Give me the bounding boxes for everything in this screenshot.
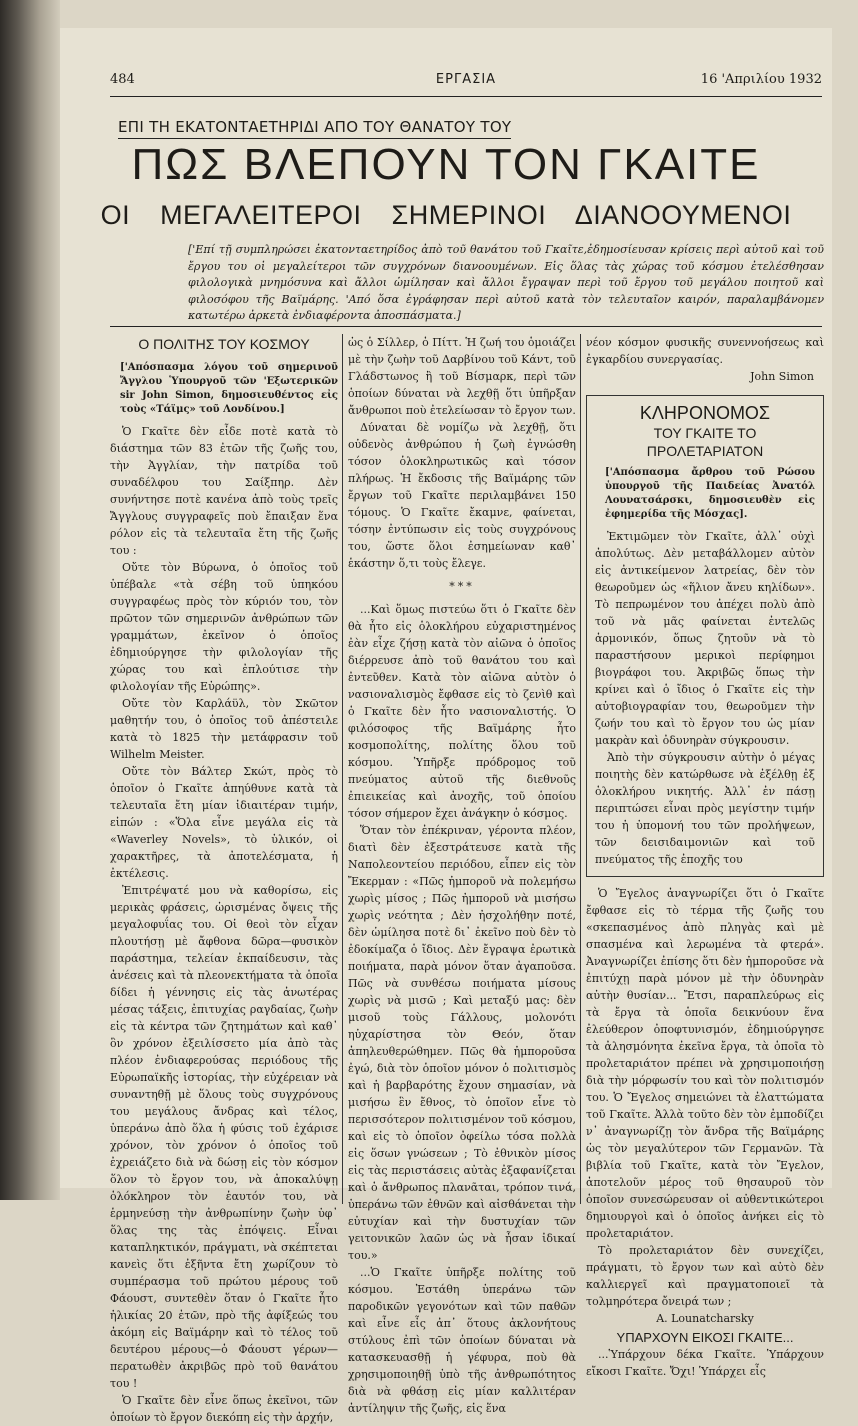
section-heading: ΥΠΑΡΧΟΥΝ ΕΙΚΟΣΙ ΓΚΑΙΤΕ... [616,1330,794,1345]
article-title: ΠΩΣ ΒΛΕΠΟΥΝ ΤΟΝ ΓΚΑΙΤΕ [131,140,761,189]
section-heading: Ο ΠΟΛΙΤΗΣ ΤΟΥ ΚΟΣΜΟΥ [138,336,310,352]
section-subheading: ΤΟΥ ΓΚΑΙΤΕ ΤΟ ΠΡΟΛΕΤΑΡΙΑΤΟΝ [646,425,764,459]
paragraph: Οὔτε τὸν Καρλάϋλ, τὸν Σκῶτον μαθητήν του, ὁ ὁποῖος τοῦ ἀπέστειλε κατὰ τὸ 1825 τὴν μετάφρασιν τοῦ Wilhelm Meister. [110,697,338,761]
source-note: ['Απόσπασμα λόγου τοῦ σημερινοῦ Ἄγγλου Ὑπουργοῦ τῶν 'Εξωτερικῶν sir John Simon, δημοσιευθέντος εἰς τοὺς «Τάϊμς» τοῦ Λονδίνου.] [120,362,338,415]
column-2 [348,334,576,1417]
paragraph: Οὔτε τὸν Βάλτερ Σκώτ, πρὸς τὸ ὁποῖον ὁ Γκαῖτε ἀπηύθυνε κατὰ τὰ τελευταῖα ἔτη μίαν ἰδιαιτέραν τιμήν, εἰπών : «Ὅλα εἶνε μεγάλα εἰς τὰ «Waverley Novels», τὸ ὑλικόν, οἱ χαρακτῆρες, τὰ ἀποτελέσματα, ἡ ἐκτέλεσις. [110,765,338,880]
article-kicker: ΕΠΙ ΤΗ ΕΚΑΤΟΝΤΑΕΤΗΡΙΔΙ ΑΠΟ ΤΟΥ ΘΑΝΑΤΟΥ ΤΟΥ [118,118,511,139]
article-subtitle: ΟΙ ΜΕΓΑΛΕΙΤΕΡΟΙ ΣΗΜΕΡΙΝΟΙ ΔΙΑΝΟΟΥΜΕΝΟΙ [100,200,792,230]
book-spine-edge [0,0,60,1200]
article-intro: ['Επί τῇ συμπληρώσει ἑκατονταετηρίδος ἀπὸ τοῦ θανάτου τοῦ Γκαῖτε,ἐδημοσίευσαν κρίσεις περὶ αὐτοῦ καὶ τοῦ ἔργου του οἱ μεγαλείτεροι τῶν συγχρόνων διανοουμένων. Εἰς ὅλας τὰς χώρας τοῦ κόσμου ἐτελέσθησαν φιλολογικὰ μνημόσυνα καὶ ἄλλοι ὡμίλησαν καὶ ἄλλοι ἔγραψαν περὶ τοῦ ἔργου τοῦ μεγάλου ποιητοῦ καὶ φιλοσόφου τῆς Βαϊμάρης. 'Από ὅσα ἐγράφησαν περὶ αὐτοῦ κατὰ τὸν τελευταῖον καιρόν, παραλαμβάνομεν κατωτέρω ἀρκετὰ ἐνδιαφέροντα ἀποσπάσματα.] [188,243,824,322]
paragraph: νέον κόσμον φυσικῆς συνεννοήσεως καὶ ἐγκαρδίου συνεργασίας. [586,336,824,366]
paragraph: ...Ὑπάρχουν δέκα Γκαῖτε. Ὑπάρχουν εἴκοσι Γκαῖτε. Ὄχι! Ὑπάρχει εἷς [586,1348,824,1378]
separator: *** [449,580,475,593]
header-rule [110,96,822,97]
magazine-name: ΕΡΓΑΣΙΑ [435,72,497,87]
paragraph: Ὅταν τὸν ἐπέκριναν, γέροντα πλέον, διατὶ δὲν ἐξεστράτευσε κατὰ τῆς Ναπολεοντείου περιόδου, εἶπεν εἰς τὸν Ἔκερμαν : «Πῶς ἠμποροῦ νὰ πολεμήσω χωρὶς μίσος ; Πῶς ἠμποροῦ νὰ μισήσω χωρὶς νεότητα ; Δὲν ἠσχολήθην ποτέ, δὲν ὡμίλησα ποτὲ δι᾿ ἐκεῖνο ποὺ δὲν τὸ ἐδοκίμαζα ὁ ἴδιος. Δὲν ἔγραψα ἐρωτικὰ ποιήματα, παρὰ μόνον ὅταν ἀγαποῦσα. Πῶς νὰ συνθέσω ποιήματα μίσους χωρὶς νὰ μισῶ ; Καὶ μεταξύ μας: δὲν μισοῦ τοὺς Γάλλους, μολονότι ηὐχαρίστησα τὸν Θεόν, ὅταν ἀπηλευθερώθημεν. Πῶς θὰ ἠμποροῦσα ἐγώ, διὰ τὸν ὁποῖον μόνον ὁ πολιτισμὸς καὶ ἡ βαρβαρότης ἔχουν σημασίαν, νὰ μισήσω ἓν ἔθνος, τὸ ὁποῖον εἶνε τὸ περισσότερον πολιτισμένον τοῦ κόσμου, καὶ εἰς τὸ ὁποῖον ὀφείλω τόσα πολλὰ εἰς ὅσων γνώσεων ; Τὸ ἐθνικὸν μίσος εἰς τὰς περιστάσεις αὐτὰς ἐξαφανίζεται καὶ ὁ ἄνθρωπος πλανᾶται, τρόπον τινά, ὑπεράνω τῶν ἐθνῶν καὶ αἰσθάνεται τὴν εὐτυχίαν καὶ τὴν δυστυχίαν τῶν γειτονικῶν λαῶν ὡς νὰ ἦσαν ἰδικαί του.» [348,824,576,1262]
paragraph: Οὔτε τὸν Βύρωνα, ὁ ὁποῖος τοῦ ὑπέβαλε «τὰ σέβη τοῦ ὑπηκόου συγγραφέως πρὸς τὸν κύριόν του, τὸν πρῶτον τῶν σημερινῶν ἀνθρώπων τῶν γραμμάτων, ἐκεῖνον ὁ ὁποῖος ἐδημιούργησε τὴν φιλολογίαν τῆς χώρας του καὶ ἐπλούτισε τὴν φιλολογίαν τῆς Εὐρώπης». [110,561,338,693]
page-number: 484 [110,72,135,87]
paragraph: Ἐκτιμῶμεν τὸν Γκαῖτε, ἀλλ᾿ οὐχὶ ἀπολύτως. Δὲν μεταβάλλομεν αὐτὸν εἰς ἀντικείμενον λατρείας, δὲν τὸν θεωροῦμεν ὡς «ἥλιον ἄνευ κηλίδων». Τὸ πεπρωμένον του ἀπέχει πολὺ ἀπὸ τοῦ νὰ μᾶς φαίνεται ἐντελῶς ἁρμονικόν, ὅπως ζητοῦν νὰ τὸ παραστήσουν μερικοὶ περίφημοι βιογράφοι του. Ἀκριβῶς ὅπως τὴν κρίνει καὶ ὁ ἴδιος ὁ Γκαῖτε εἰς τὴν αὐτοβιογραφίαν του, θεωροῦμεν τὴν ζωήν του καὶ τὸ ἔργον του ὡς μίαν μακρὰν καὶ ὀδυνηρὰν σύγκρουσιν. [595,530,815,747]
paragraph: ...Καὶ ὅμως πιστεύω ὅτι ὁ Γκαῖτε δὲν θὰ ἦτο εἰς ὁλοκλήρου εὐχαριστημένος ἐὰν εἶχε ζήσῃ κατὰ τὸν αἰῶνα ὁ ὁποῖος διέρρευσε ἀπὸ τοῦ θανάτου του καὶ ἐντεῦθεν. Κατὰ τὸν αἰῶνα αὐτὸν ὁ νασιοναλισμὸς ἔφθασε εἰς τὸ ζενὶθ καὶ ὁ Γκαῖτε δὲν ἦτο νασιοναλιστής. Ὁ φιλόσοφος τῆς Βαϊμάρης ἦτο κοσμοπολίτης, πολίτης ὅλου τοῦ κόσμου. Ὑπῆρξε πρόδρομος τοῦ πνεύματος αὐτοῦ τῆς διεθνοῦς ἐπιεικείας καὶ ἀνοχῆς, τοῦ ὁποίου τόσον σήμερον ἔχει ἀνάγκην ὁ κόσμος. [348,603,576,820]
intro-rule [110,326,822,327]
paragraph: ...Ὁ Γκαῖτε ὑπῆρξε πολίτης τοῦ κόσμου. Ἐστάθη ὑπεράνω τῶν παροδικῶν γεγονότων καὶ τῶν παθῶν καὶ εἶνε εἷς ἀπ᾿ ὅτους ἀκλονήτους στύλους ἐπὶ τῶν ὁποίων δύναται νὰ κατασκευασθῇ ἡ γέφυρα, ποὺ θὰ χρησιμοποιηθῇ ὑπὸ τῆς ἀνθρωπότητος διὰ νὰ φθάσῃ εἰς μίαν καλλιτέραν ἀντίληψιν τῆς ζωῆς, εἰς ἕνα [348,1266,576,1415]
paragraph: Ὁ Γκαῖτε δὲν εἶνε ὅπως ἐκεῖνοι, τῶν ὁποίων τὸ ἔργον διεκόπη εἰς τὴν ἀρχήν, [110,1394,338,1424]
column-divider [342,334,343,1204]
section-heading: ΚΛΗΡΟΝΟΜΟΣ [639,403,771,423]
column-divider [580,334,581,1204]
signature: John Simon [750,370,814,383]
paragraph: Δύναται δὲ νομίζω νὰ λεχθῇ, ὅτι οὐδενὸς ἀνθρώπου ἡ ζωὴ ἐγνώσθη τόσον ὁλοκληρωτικῶς καὶ τόσον πλήρως. Ἡ ἔκδοσις τῆς Βαϊμάρης τῶν ἔργων τοῦ Γκαῖτε περιλαμβάνει 150 τόμους. Ὁ Γκαῖτε ἔκαμνε, φαίνεται, τόσην ἐντύπωσιν εἰς τοὺς συγχρόνους του, ὥστε ὅλοι ἐσημείωναν καθ᾿ ἑκάστην ὅ,τι τοὺς ἔλεγε. [348,421,576,570]
column-1 [110,334,338,1426]
newspaper-page [60,28,832,1424]
signature: A. Lounatcharsky [656,1312,754,1325]
issue-date: 16 'Απριλίου 1932 [700,72,822,87]
paragraph: Ἐπιτρέψατέ μου νὰ καθορίσω, εἰς μερικὰς φράσεις, ὡρισμένας ὄψεις τῆς μεγαλοφυΐας του. Οἱ θεοὶ τὸν εἶχαν πλουτήσῃ μὲ ἄφθονα δῶρα—φυσικὸν παράστημα, τελείαν ἐκπαίδευσιν, τὰς ἀνέσεις καὶ τὰ πλεονεκτήματα τὰ ὁποῖα δίδει ἡ γέννησις εἰς τὰς ἀνωτέρας μέσας τάξεις, ἐπιτυχίας ραγδαίας, ζωὴν εἰς τὰ κέντρα τῶν ζητημάτων καὶ καθ᾿ ὃν χρόνον ἐξειλίσσετο μία ἀπὸ τὰς πλέον ἐνδιαφερούσας περιόδους τῆς Εὐρωπαϊκῆς ἱστορίας, τὴν εὐχέρειαν νὰ συναντηθῇ μὲ ὅλους τοὺς συγχρόνους του μεγάλους ἄνδρας καὶ τέλος, ὑπεράνω ἀπὸ ὅλα ἡ φύσις τοῦ ἐχάρισε χρόνον, τὸν χρόνον ὁ ὁποῖος τοῦ ἐχρειάζετο διὰ νὰ δώσῃ εἰς τὸν κόσμον ὅλον τὸ ἔργον του, νὰ ἀποκαλύψῃ ὁλόκληρον τὸν ἑαυτόν του, νὰ ἑρμηνεύσῃ τὴν ἀνθρωπίνην ζωὴν ὑφ᾿ ὅλας της τὰς ἐπόψεις. Εἶναι καταπληκτικόν, πράγματι, νὰ σκέπτεται κανεὶς ὅτι ἐξῆντα ἔτη χωρίζουν τὸ συμπέρασμα τοῦ πρώτου μέρους τοῦ Φάουστ, συντεθὲν ὅταν ὁ Γκαῖτε ἦτο ἡλικίας 20 ἐτῶν, πρὸ τῆς ἀφίξεώς του ἀκόμη εἰς Βαϊμάρην καὶ τὸ τέλος τοῦ δευτέρου μέρους—ὁ Φάουστ γέρων—περατωθὲν ἀκριβῶς πρὸ τοῦ θανάτου του ! [110,884,338,1390]
paragraph: Ὁ Ἔγελος ἀναγνωρίζει ὅτι ὁ Γκαῖτε ἔφθασε εἰς τὸ τέρμα τῆς ζωῆς του «σκεπασμένος ἀπὸ πληγὰς καὶ μὲ σπασμένα καὶ λερωμένα τὰ φτερά». Ἀναγνωρίζει ἐπίσης ὅτι δὲν ἠμποροῦσε νὰ ἐπιτύχῃ παρὰ μόνον μὲ τὴν ὀδυνηρὰν αὐτὴν θυσίαν... Ἔτσι, παραπλεύρως εἰς τὰ ἔργα τὰ ὁποῖα δεικνύουν ἕνα ἐλεύθερον ὀποφτυνισμόν, ἐδημιούργησε τὰ ἀλησμόνητα ἐκεῖνα ἔργα, τὰ ὁποῖα τὸ προλεταριάτον πρέπει νὰ χρησιμοποιήσῃ διὰ τὴν μόρφωσίν του καὶ τὸν πολιτισμόν του. Ὁ Ἔγελος σημειώνει τὰ ἐλαττώματα τοῦ Γκαῖτε. Ἀλλὰ τοῦτο δὲν τὸν ἐμποδίζει ν᾿ ἀναγνωρίζῃ τὸν ἄνδρα τῆς Βαϊμάρης ὡς τὸν μεγαλύτερον τῶν Γερμανῶν. Τὰ βιβλία τοῦ Γκαῖτε, κατὰ τὸν Ἔγελον, ἀποτελοῦν μέρος τοῦ θησαυροῦ τὸν ὁποῖον συνεσώρευσαν οἱ αὐθεντικώτεροι δημιουργοὶ καὶ ὁ ὁποῖος ἀνήκει εἰς τὸ προλεταριάτον. [586,887,824,1240]
section-box [586,395,824,877]
paragraph: Τὸ προλεταριάτον δὲν συνεχίζει, πράγματι, τὸ ἔργον των καὶ αὐτὸ δὲν καλλιεργεῖ καὶ πραγματοποιεῖ τὰ τολμηρότερα ὄνειρά των ; [586,1244,824,1308]
column-3 [586,334,824,1380]
paragraph: ὡς ὁ Σίλλερ, ὁ Πίττ. Ἡ ζωή του ὁμοιάζει μὲ τὴν ζωὴν τοῦ Δαρβίνου τοῦ Κάντ, τοῦ Γλάδστωνος ἢ τοῦ Βίσμαρκ, περὶ τῶν ὁποίων δύναται νὰ λεχθῇ ὅτι ὑπῆρξαν ἄνθρωποι ποὺ ἐτελείωσαν τὸ ἔργον των. [348,336,576,417]
paragraph: Ὁ Γκαῖτε δὲν εἶδε ποτὲ κατὰ τὸ διάστημα τῶν 83 ἐτῶν τῆς ζωῆς του, τὴν Ἀγγλίαν, τὴν πατρίδα τοῦ συναδέλφου του Σαίξπηρ. Δὲν συνήντησε ποτὲ κανένα ἀπὸ τοὺς τρεῖς Ἄγγλους συγγραφεῖς ποὺ ἔπαιξαν ἕνα ρόλον εἰς τὰ τελευταῖα ἔτη τῆς ζωῆς του : [110,425,338,557]
paragraph: Ἀπὸ τὴν σύγκρουσιν αὐτὴν ὁ μέγας ποιητὴς δὲν κατώρθωσε νὰ ἐξέλθῃ ἐξ ὁλοκλήρου νικητής. Ἀλλ᾿ ἐν πάσῃ περιπτώσει εἶναι πρὸς μεγίστην τιμήν του ἡ ὑπομονή του τῶν προλήψεων, τῶν δεισιδαιμονιῶν καὶ τοῦ πνεύματος τῆς ἐποχῆς του [595,751,815,866]
source-note: ['Απόσπασμα ἄρθρου τοῦ Ρώσου ὑπουργοῦ τῆς Παιδείας Ἀνατόλ Λουνατσάρσκι, δημοσιευθὲν εἰς ἐφημερίδα τῆς Μόσχας]. [605,467,815,520]
page-header [110,72,822,92]
